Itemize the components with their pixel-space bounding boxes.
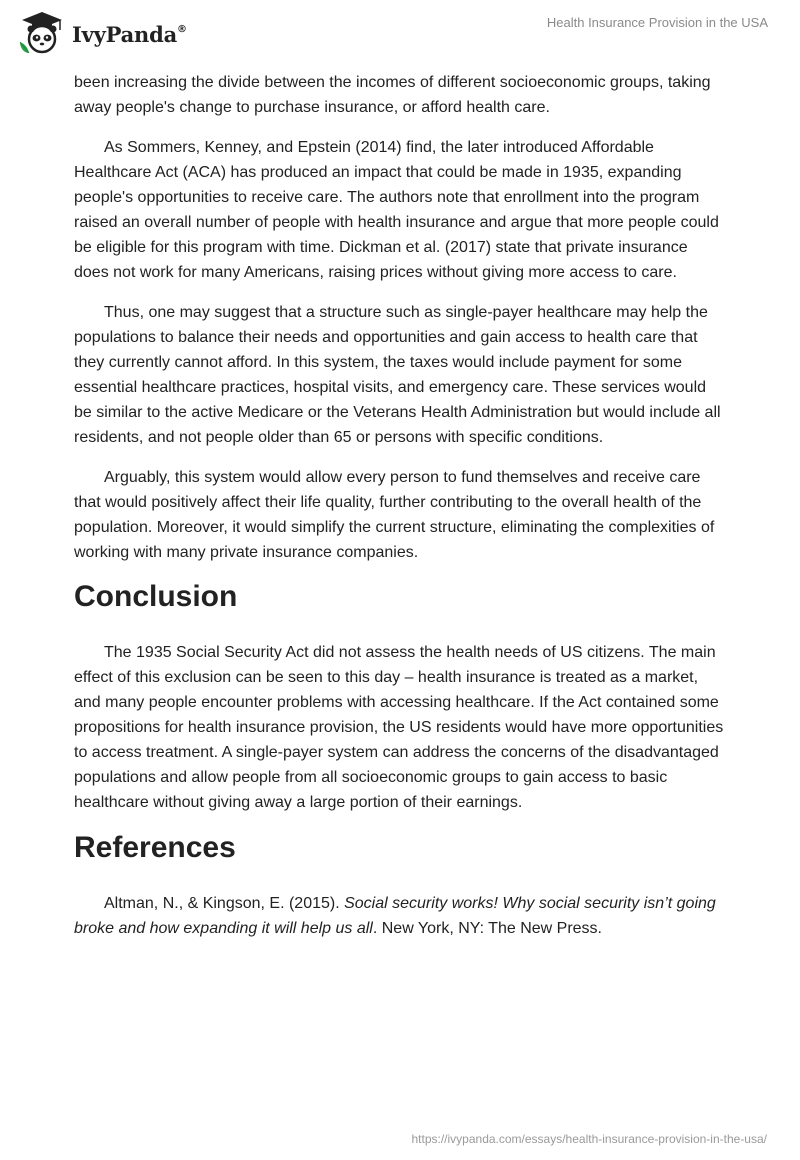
- reference-title: Social security works! Why social security isn’t going broke and how expanding it will help us all: [74, 895, 716, 937]
- reference-authors: Altman, N., & Kingson, E. (2015).: [104, 895, 345, 912]
- reference-entry: [74, 891, 726, 941]
- paragraph-arguably: Arguably, this system would allow every person to fund themselves and receive care that would positively affect their life quality, further contributing to the overall health of the population. Moreover, it would simplify the current structure, eliminating the complexities of working with many private insurance companies.: [74, 469, 715, 561]
- paragraph-aca: As Sommers, Kenney, and Epstein (2014) find, the later introduced Affordable Healthcare Act (ACA) has produced an impact that could be made in 1935, expanding people's opportunities to receive care. The authors note that enrollment into the program raised an overall number of people with health insurance and argue that more people could be eligible for this program with time. Dickman et al. (2017) state that private insurance does not work for many Americans, raising prices without giving more access to care.: [74, 139, 719, 281]
- paragraph-continued: been increasing the divide between the incomes of different socioeconomic groups, taking away people's change to purchase insurance, or afford health care.: [74, 74, 711, 116]
- page-header: [0, 0, 800, 64]
- running-title: Health Insurance Provision in the USA: [546, 15, 768, 30]
- conclusion-heading: Conclusion: [74, 580, 238, 613]
- references-heading: References: [74, 831, 236, 864]
- paragraph-conclusion: The 1935 Social Security Act did not assess the health needs of US citizens. The main effect of this exclusion can be seen to this day – health insurance is treated as a market, and many people encounter problems with accessing healthcare. If the Act contained some propositions for health insurance provision, the US residents would have more opportunities to access treatment. A single-payer system can address the concerns of the disadvantaged populations and allow people from all socioeconomic groups to gain access to basic healthcare without giving away a large portion of their earnings.: [74, 644, 724, 811]
- registered-mark: ®: [177, 23, 187, 35]
- document-body: [74, 70, 726, 941]
- source-url[interactable]: https://ivypanda.com/essays/health-insurance-provision-in-the-usa/: [411, 1132, 767, 1146]
- panda-graduate-icon: [14, 8, 66, 56]
- ivypanda-logo[interactable]: [14, 8, 187, 56]
- reference-publisher: . New York, NY: The New Press.: [372, 920, 602, 937]
- logo-name: IvyPanda: [72, 21, 178, 47]
- paragraph-single-payer: Thus, one may suggest that a structure such as single-payer healthcare may help the populations to balance their needs and opportunities and gain access to health care that they currently cannot afford. In this system, the taxes would include payment for some essential healthcare practices, hospital visits, and emergency care. These services would be similar to the active Medicare or the Veterans Health Administration but would include all residents, and not people older than 65 or persons with specific conditions.: [74, 304, 721, 446]
